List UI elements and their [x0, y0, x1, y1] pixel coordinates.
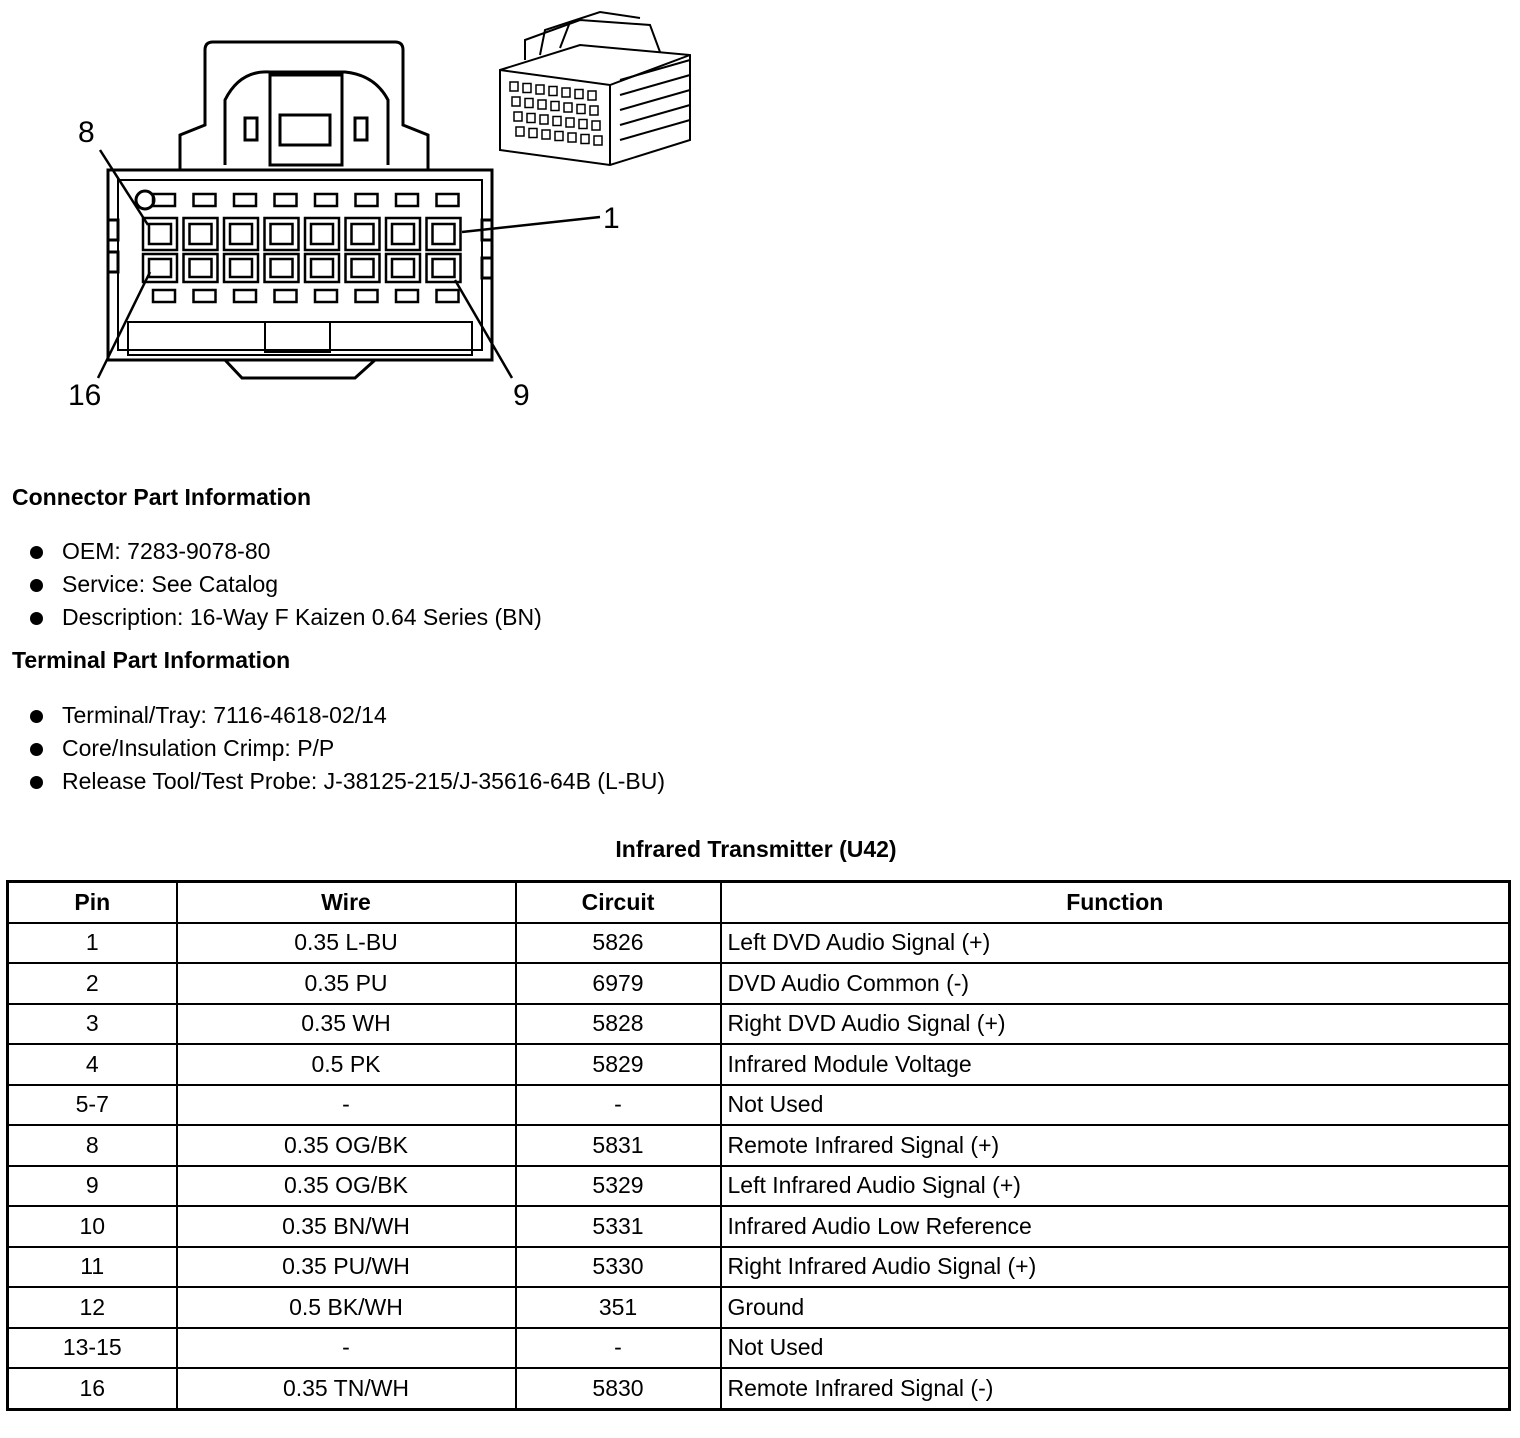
table-row [8, 923, 1510, 964]
latch-window [275, 290, 297, 302]
list-item: Description: 16-Way F Kaizen 0.64 Series (BN) [28, 601, 542, 634]
bullet-icon [30, 743, 43, 756]
latch-window [194, 194, 216, 206]
perspective-pin [592, 121, 600, 130]
circuit-cell: 5330 [516, 1247, 721, 1288]
pin-label-8: 8 [78, 116, 95, 149]
circuit-cell: 5831 [516, 1125, 721, 1166]
perspective-pin [564, 103, 572, 112]
pin-cavity-inner [190, 224, 212, 244]
wire-cell: 0.35 TN/WH [177, 1368, 516, 1409]
latch-window [315, 290, 337, 302]
pin-cavity-inner [392, 259, 414, 277]
pin-cavity-inner [352, 224, 374, 244]
pin-cavity-inner [230, 224, 252, 244]
perspective-pin [562, 88, 570, 97]
perspective-pin [566, 118, 574, 127]
perspective-pin [549, 87, 557, 96]
pin-cell: 16 [8, 1368, 177, 1409]
perspective-pin [510, 82, 518, 91]
table-row [8, 1247, 1510, 1288]
pin-cell: 4 [8, 1044, 177, 1085]
perspective-pin [542, 130, 550, 139]
pin-cell: 9 [8, 1166, 177, 1207]
pin-cavity-inner [311, 224, 333, 244]
wire-cell: 0.35 WH [177, 1004, 516, 1045]
wire-cell: 0.5 BK/WH [177, 1287, 516, 1328]
list-item: OEM: 7283-9078-80 [28, 535, 542, 568]
function-cell: DVD Audio Common (-) [721, 963, 1510, 1004]
wire-cell: 0.35 PU [177, 963, 516, 1004]
function-cell: Right Infrared Audio Signal (+) [721, 1247, 1510, 1288]
list-item: Terminal/Tray: 7116-4618-02/14 [28, 699, 665, 732]
function-cell: Infrared Audio Low Reference [721, 1206, 1510, 1247]
latch-window [396, 290, 418, 302]
latch-window [153, 290, 175, 302]
perspective-pin [575, 90, 583, 99]
function-cell: Ground [721, 1287, 1510, 1328]
list-item: Service: See Catalog [28, 568, 542, 601]
circuit-cell: 5826 [516, 923, 721, 964]
perspective-pin [525, 99, 533, 108]
table-row [8, 1044, 1510, 1085]
wire-cell: - [177, 1085, 516, 1126]
function-cell: Remote Infrared Signal (+) [721, 1125, 1510, 1166]
table-row [8, 1166, 1510, 1207]
pin-cell: 10 [8, 1206, 177, 1247]
pin-cavity-inner [392, 224, 414, 244]
pin-cavities [143, 194, 461, 302]
pin-cell: 3 [8, 1004, 177, 1045]
pin-cavity-inner [149, 224, 171, 244]
perspective-pin [579, 120, 587, 129]
table-header-row [8, 882, 1510, 923]
latch-window [437, 194, 459, 206]
pin-leader-lines [98, 150, 600, 378]
latch-window [234, 194, 256, 206]
latch-window [153, 194, 175, 206]
table-row [8, 1206, 1510, 1247]
function-cell: Not Used [721, 1328, 1510, 1369]
table-caption: Infrared Transmitter (U42) [615, 836, 897, 862]
pin-cavity-inner [271, 224, 293, 244]
latch-window [315, 194, 337, 206]
pin-cavity-inner [352, 259, 374, 277]
pinout-table [6, 880, 1511, 1411]
perspective-pin [512, 97, 520, 106]
perspective-pin [553, 117, 561, 126]
bullet-icon [30, 579, 43, 592]
pin-label-16: 16 [68, 379, 102, 412]
connector-face-outline [108, 42, 492, 378]
wire-cell: 0.35 L-BU [177, 923, 516, 964]
perspective-pin [516, 127, 524, 136]
column-header-function: Function [721, 882, 1510, 923]
circuit-cell: 5829 [516, 1044, 721, 1085]
perspective-pin [527, 114, 535, 123]
latch-window [356, 194, 378, 206]
perspective-pin [540, 115, 548, 124]
table-row [8, 1085, 1510, 1126]
latch-window [275, 194, 297, 206]
connector-info-heading: Connector Part Information [12, 484, 312, 510]
circuit-cell: 5331 [516, 1206, 721, 1247]
terminal-info-heading: Terminal Part Information [12, 647, 291, 673]
circuit-cell: - [516, 1085, 721, 1126]
perspective-pin [536, 85, 544, 94]
pin-label-1: 1 [603, 202, 620, 235]
circuit-cell: 5329 [516, 1166, 721, 1207]
pin-cavity-inner [433, 224, 455, 244]
bullet-icon [30, 710, 43, 723]
table-row [8, 1328, 1510, 1369]
circuit-cell: 6979 [516, 963, 721, 1004]
perspective-pin-grid [510, 82, 602, 145]
column-header-circuit: Circuit [516, 882, 721, 923]
pin-cell: 2 [8, 963, 177, 1004]
perspective-pin [577, 105, 585, 114]
perspective-pin [594, 136, 602, 145]
function-cell: Infrared Module Voltage [721, 1044, 1510, 1085]
latch-window [356, 290, 378, 302]
pin-cavity-inner [433, 259, 455, 277]
pin-cavity-inner [149, 259, 171, 277]
wire-cell: 0.35 OG/BK [177, 1166, 516, 1207]
perspective-pin [523, 84, 531, 93]
wire-cell: 0.35 BN/WH [177, 1206, 516, 1247]
wire-cell: - [177, 1328, 516, 1369]
pin-cavity-inner [271, 259, 293, 277]
table-row [8, 1004, 1510, 1045]
list-item: Release Tool/Test Probe: J-38125-215/J-35616-64B (L-BU) [28, 765, 665, 798]
circuit-cell: 351 [516, 1287, 721, 1328]
function-cell: Right DVD Audio Signal (+) [721, 1004, 1510, 1045]
pin-cell: 11 [8, 1247, 177, 1288]
table-row [8, 963, 1510, 1004]
wire-cell: 0.5 PK [177, 1044, 516, 1085]
connector-info-list [28, 535, 542, 634]
perspective-pin [555, 132, 563, 141]
table-row [8, 1368, 1510, 1409]
pin-cavity-inner [190, 259, 212, 277]
perspective-pin [581, 135, 589, 144]
table-row [8, 1287, 1510, 1328]
function-cell: Remote Infrared Signal (-) [721, 1368, 1510, 1409]
circuit-cell: 5830 [516, 1368, 721, 1409]
pin-cell: 8 [8, 1125, 177, 1166]
pin-cell: 13-15 [8, 1328, 177, 1369]
perspective-pin [590, 106, 598, 115]
pin-label-9: 9 [513, 379, 530, 412]
latch-window [396, 194, 418, 206]
latch-window [194, 290, 216, 302]
function-cell: Left Infrared Audio Signal (+) [721, 1166, 1510, 1207]
pinout-table-body [8, 923, 1510, 1410]
pin-cavity-inner [230, 259, 252, 277]
pin-cavity-inner [311, 259, 333, 277]
perspective-pin [588, 91, 596, 100]
pin-cell: 12 [8, 1287, 177, 1328]
function-cell: Left DVD Audio Signal (+) [721, 923, 1510, 964]
bullet-icon [30, 546, 43, 559]
bullet-icon [30, 612, 43, 625]
pin-cell: 5-7 [8, 1085, 177, 1126]
perspective-pin [514, 112, 522, 121]
connector-perspective-view [500, 12, 690, 165]
table-row [8, 1125, 1510, 1166]
perspective-pin [538, 100, 546, 109]
bullet-icon [30, 776, 43, 789]
wire-cell: 0.35 OG/BK [177, 1125, 516, 1166]
pin-cell: 1 [8, 923, 177, 964]
terminal-info-list [28, 699, 665, 798]
function-cell: Not Used [721, 1085, 1510, 1126]
perspective-pin [568, 133, 576, 142]
connector-diagram [0, 0, 760, 440]
circuit-cell: - [516, 1328, 721, 1369]
latch-window [437, 290, 459, 302]
circuit-cell: 5828 [516, 1004, 721, 1045]
wire-cell: 0.35 PU/WH [177, 1247, 516, 1288]
latch-window [234, 290, 256, 302]
list-item: Core/Insulation Crimp: P/P [28, 732, 665, 765]
perspective-pin [529, 129, 537, 138]
column-header-wire: Wire [177, 882, 516, 923]
perspective-pin [551, 102, 559, 111]
column-header-pin: Pin [8, 882, 177, 923]
